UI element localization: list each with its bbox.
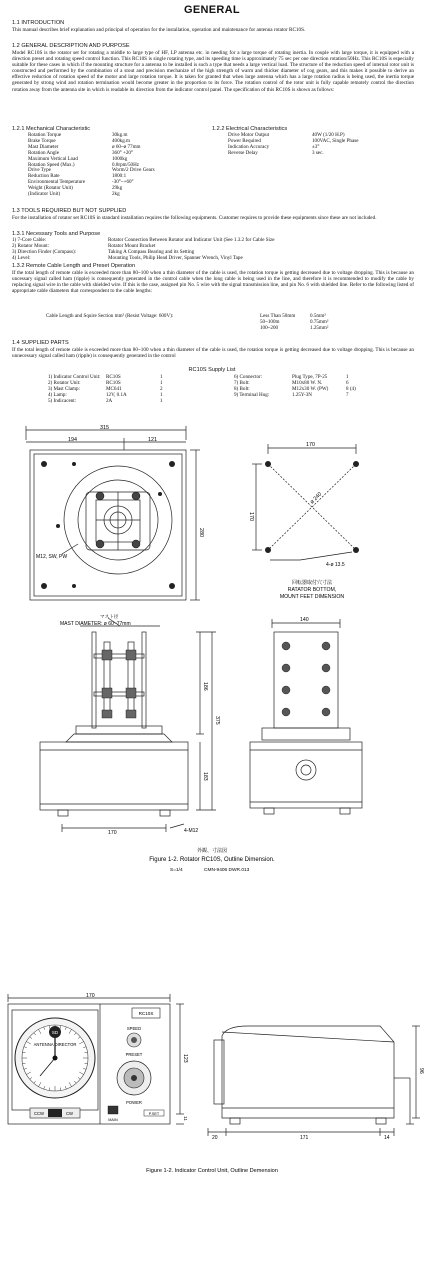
electrical-spec-row: Drive Motor Output 40W (1/20 H.P)	[228, 132, 345, 138]
dim-123: 123	[182, 1054, 188, 1063]
caption-jp: 外観、寸法図	[196, 848, 228, 854]
section-1-4-heading: 1.4 SUPPLIED PARTS	[12, 340, 69, 346]
section-1-2-2-heading: 1.2.2 Electrical Characteristics	[212, 126, 288, 132]
brand-label: ANTENNA DIRECTOR	[33, 1042, 77, 1047]
cable-label: Cable Length and Squire Section mm² (Resist Voltage: 600V):	[46, 313, 174, 319]
supply-item: 9) Terminal Hug: 1.25Y-3N 7	[234, 391, 349, 398]
supply-item: 6) Connector: Plug Type, 7P-25 1	[234, 374, 349, 380]
electrical-spec-row: Indication Accuracy ±3°	[228, 143, 320, 150]
electrical-spec-row: Power Required 100VAC, Single Phase	[228, 137, 359, 144]
dim-186: 186	[202, 682, 208, 691]
hole-label: 4-ø 13.5	[326, 562, 345, 568]
mechanical-spec-row: Drive Type Worm/2 Drive Gears	[28, 167, 155, 174]
scale-label: S=1/4	[170, 868, 183, 873]
supply-item: 8) Bolt: M12x30 W. (PW) 8 (4)	[234, 385, 356, 392]
supply-item: 5) Indicacent: 2A 1	[48, 397, 163, 404]
rotator-bottom-dims	[0, 820, 424, 880]
pset-label: P.SET	[148, 1112, 160, 1116]
cable-table	[260, 313, 328, 331]
section-1-1-heading: 1.1 INTRODUCTION	[12, 20, 65, 26]
mechanical-spec-row: (Indicator Unit) 2kg	[28, 191, 120, 198]
main-label: MAIN	[108, 1118, 118, 1122]
dim-183: 183	[202, 772, 208, 781]
dim-14: 14	[384, 1135, 390, 1141]
dim-121: 121	[148, 437, 157, 443]
supply-item: 1) Indicator Control Unit: RC10S 1	[48, 374, 163, 380]
mast-label-jp: マスト径	[100, 614, 119, 619]
supply-item: 4) Lamp: 12V, 0.1A 1	[48, 391, 163, 398]
supply-item: 2) Rotator Unit: RC10S 1	[48, 379, 163, 386]
dim-280: 280	[198, 528, 204, 537]
indicator-outline-drawing	[0, 988, 424, 1284]
mechanical-spec-row: Mast Diameter ø 60~ø 77mm	[28, 143, 141, 150]
speed-label: SPEED	[126, 1026, 142, 1031]
mechanical-spec-row: Weight (Rotator Unit) 29kg	[28, 185, 123, 192]
page-title: GENERAL	[184, 4, 240, 16]
tools-list-item: 2) Rotator Mount: Rotator Mount Bracket	[12, 242, 156, 249]
model-box: RC10S	[138, 1011, 154, 1016]
feet-label: 4-M12	[184, 828, 199, 834]
cable-row: 50~100m 0.75mm²	[260, 319, 329, 325]
dim-96: 96	[418, 1068, 424, 1074]
figure-2-caption: Figure 1-2. Indicator Control Unit, Outline Demension	[146, 1168, 278, 1174]
mechanical-spec-row: Rotation Angle 360° +20°	[28, 149, 133, 156]
ccw-label: CCW	[34, 1111, 45, 1116]
section-1-2-1-heading: 1.2.1 Mechanical Characteristic	[12, 126, 91, 132]
dim-170-bottom: 170	[108, 830, 117, 836]
dim-194: 194	[68, 437, 77, 443]
bolt-label: M12, SW, PW	[36, 554, 68, 560]
mechanical-spec-table	[28, 133, 157, 198]
dim-20: 20	[212, 1135, 218, 1141]
dim-11: 11	[182, 1116, 187, 1121]
section-1-2-text: Model RC10S is the rotator set for rotating a middle to large type of HF, LP antenna etc. in needing for a large torque of rotating inertia. In couple with large torque, it is equipped with a direction preset and rotating speed control function. This RC10S is single rotating type, and its speeding time is approximately 75 sec per one direction rotation/50Hz. This RC10S is especially suitable for these cases in which if the mounting structure for a antenna to be installed is such a type that needs a large vertical load. The structure of the reduction speed of internal rotor unit is constructed and performed by the combination of a stout and precision mechanize of the high strength of warm and thicker diameter of cog gears, and this makes it possible to derive an effective reduction of rotation speed of the motor and large rotation torque. It is taken for granted that when large antenna which has a large rotation radius is being used, the inertia torque generated by strong wind and rotation termination would become greater in the proportion to its force. The rotation control of the rotor unit is fully capable remotely control the direction rotation away from the antenna site in which is readable its direction from the indicator control panel. The specification of this RC10S is shown as follows:	[12, 50, 414, 93]
electrical-spec-row: Reverse Delay 3 sec.	[228, 149, 324, 156]
bottom-label-2: MOUNT FEET DIMENSION	[279, 594, 345, 600]
section-1-3-2-heading: 1.3.2 Remote Cable Length and Preset Operation	[12, 263, 136, 269]
cable-row: 100~200 1.25mm²	[260, 325, 329, 331]
tools-list-item: 1) 7-Core Cable: Rotator Connection Between Rotator and Indicator Unit (See 1.3.2 for Cable Size	[12, 237, 275, 243]
dim-170-top: 170	[306, 442, 315, 448]
tools-list	[12, 238, 275, 262]
bottom-label-jp: 回転器取付穴寸法	[291, 580, 333, 586]
mechanical-spec-row: Environmental Temperature -30°~+60°	[28, 179, 134, 186]
electrical-spec-table	[228, 133, 360, 157]
dim-240: ø 240	[309, 491, 324, 506]
power-label: POWER	[126, 1100, 142, 1105]
section-1-2-heading: 1.2 GENERAL DESCRIPTION AND PURPOSE	[12, 43, 130, 49]
supply-list-title: RC10S Supply List	[188, 367, 236, 373]
figure-1-caption: Figure 1-2. Rotator RC10S, Outline Dimension.	[149, 857, 275, 863]
bottom-label-1: RATATOR BOTTOM,	[287, 587, 337, 593]
supply-list-left	[48, 375, 180, 405]
section-1-3-heading: 1.3 TOOLS REQUIRED BUT NOT SUPPLIED	[12, 208, 127, 214]
mechanical-spec-row: Rotation Speed (Max.) 0.8rpm/50Hz	[28, 161, 140, 168]
cw-label: CW	[66, 1111, 73, 1116]
dim-170-side: 170	[248, 512, 254, 521]
dim-375: 375	[214, 716, 220, 725]
dim-315: 315	[100, 425, 109, 431]
section-1-1-text: This manual describes brief explanation and principal of operation for the installation, operation and maintenance for antenna rotator RC10S.	[12, 27, 306, 33]
mechanical-spec-row: Maximum Vertical Load 1000kg	[28, 155, 128, 162]
supply-item: 7) Bolt: M10x80 W. N. 6	[234, 379, 349, 386]
cable-row: Less Than 50mm 0.5mm²	[260, 313, 326, 319]
drawing-no: CMN-9406 DWR.013	[204, 868, 250, 873]
mechanical-spec-row: Brake Torque 400kg.m	[28, 137, 130, 144]
section-1-3-text: For the installation of rotator set RC10S in standard installation requires the following equipments. Customer requires to provide these equipments since these are not included.	[12, 215, 377, 221]
dim-171: 171	[300, 1135, 309, 1141]
dim-140: 140	[300, 617, 309, 623]
supply-list-right	[234, 375, 366, 399]
svg-text:SD: SD	[51, 1030, 59, 1035]
mast-label: MAST DIAMETER: ø 60~77mm	[60, 621, 131, 627]
section-1-3-1-heading: 1.3.1 Necessary Tools and Purpose	[12, 231, 101, 237]
mechanical-spec-row: Reduction Rate 1800:1	[28, 173, 127, 180]
preset-label: PRESET	[125, 1052, 143, 1057]
mechanical-spec-row: Rotation Torque 30kg.m	[28, 132, 128, 138]
section-1-4-text: If the total length of remote cable is exceeded more than 80~100 when a thin diameter of the cable is used, the rotation torque is getting decreased due to voltage dropping. This is because an unnecessary signal called ham (ripple) is consequently generated in the control	[12, 347, 414, 360]
section-1-3-2-text: If the total length of remote cable is exceeded more than 80~100 when a thin diameter of the cable is used, the rotation torque is getting decreased due to voltage dropping. This is because an uncessary signal called ham (ripple) is consequently generated in the control cable when the long cable is being used in the line, and therefore it is recommended to modify the cable by replacing signal wire in the cable with shielded wire. If this is the case, assigned pin No. 5 wire with the signal transmission line, and pin No. 6 with shielded line. Refer to the following listed of appropriate cable diameters that correspondent to the cable lengths:	[12, 270, 414, 295]
tools-list-item: 4) Level: Mounting Tools, Philip Head Driver, Spanner Wrench, Vinyl Tape	[12, 254, 243, 261]
supply-item: 3) Mast Clamp: MC641 2	[48, 385, 163, 392]
tools-list-item: 3) Direction Finder (Compass): Taking A Compass Bearing and its Setting	[12, 248, 195, 255]
rotator-outline-drawing	[0, 420, 424, 820]
dim-170-indicator: 170	[86, 993, 95, 999]
